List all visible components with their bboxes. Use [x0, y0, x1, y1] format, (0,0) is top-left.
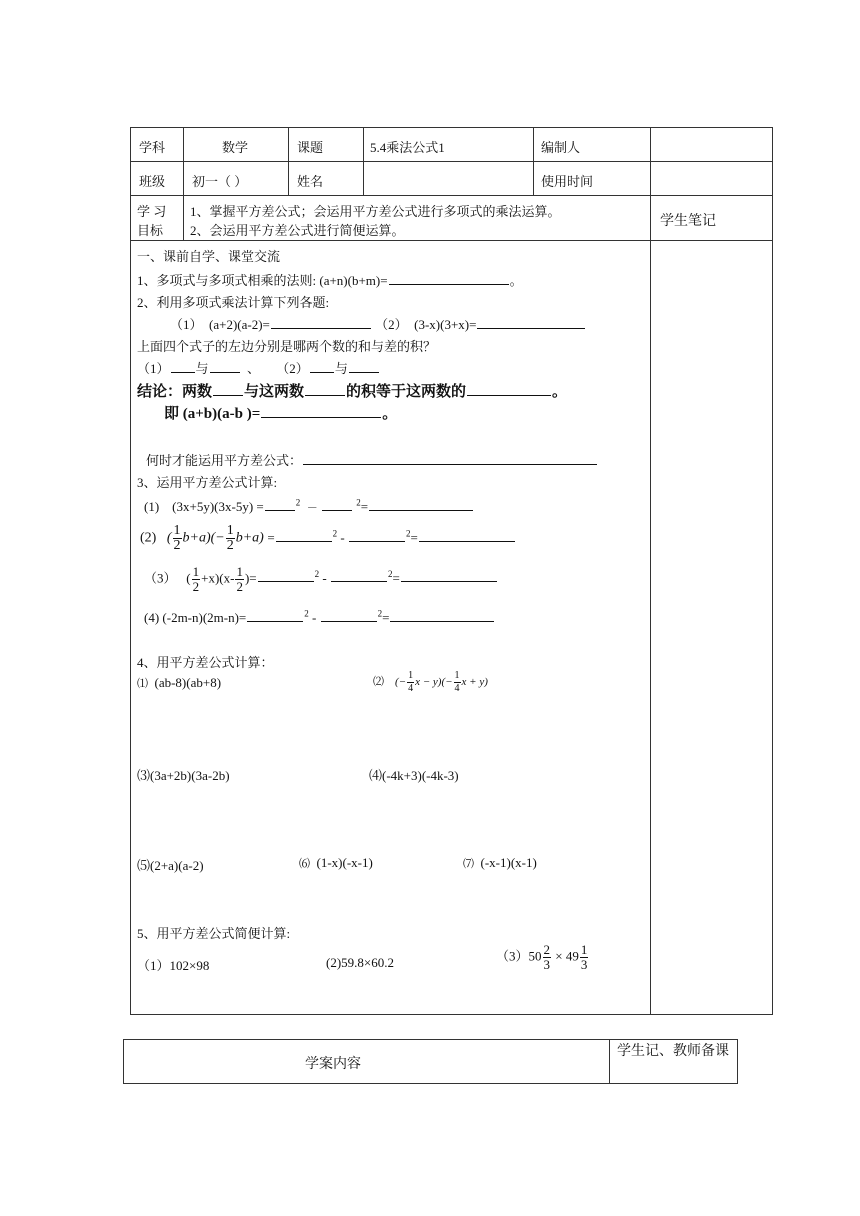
author-label: 编制人: [541, 140, 581, 155]
s4-item-3: ⑶(3a+2b)(3a-2b): [137, 768, 230, 783]
time-label: 使用时间: [541, 174, 594, 189]
section-3-title: 3、运用平方差公式计算:: [137, 475, 278, 490]
s4-item-7: ⑺ (-x-1)(x-1): [463, 855, 537, 870]
s4-item-6: ⑹ (1-x)(-x-1): [299, 855, 373, 870]
section-4-title: 4、用平方差公式计算：: [137, 655, 274, 670]
question-1: 1、多项式与多项式相乘的法则: (a+n)(b+m)= 。: [137, 270, 523, 289]
question-3-blanks: （1） 与 、 （2） 与: [137, 358, 380, 377]
question-2-title: 2、利用多项式乘法计算下列各题:: [137, 295, 330, 310]
s5-item-2: (2)59.8×60.2: [326, 955, 394, 970]
question-3: 上面四个式子的左边分别是哪两个数的和与差的积？: [137, 339, 437, 354]
formula: 即 (a+b)(a-b )= 。: [164, 402, 397, 423]
s5-item-1: （1）102×98: [137, 958, 210, 973]
notes-label: 学生笔记: [660, 214, 716, 229]
class-value: 初一（ ）: [192, 174, 248, 189]
s3-item-3: （3） ( $\frac{1}{2}$ +x)(x- $\frac{1}{2}$ )= $^2$ - $^2$=: [144, 565, 498, 594]
goal-1: 1、掌握平方差公式；会运用平方差公式进行多项式的乘法运算。: [190, 204, 561, 219]
s3-item-2: (2) ( $\frac{1}{2}$ b+a)(− $\frac{1}{2}$ b+a) = $^2$ - $^2$=: [140, 524, 516, 553]
goal-label-2: 目标: [137, 223, 164, 238]
s4-item-5: ⑸(2+a)(a-2): [137, 858, 204, 873]
goal-label-1: 学 习: [137, 204, 167, 219]
s4-item-4: ⑷(-4k+3)(-4k-3): [369, 768, 459, 783]
topic-label: 课题: [297, 140, 324, 155]
subject-value: 数学: [222, 140, 249, 155]
when-to-use: 何时才能运用平方差公式：: [146, 450, 598, 469]
topic-value: 5.4乘法公式1: [370, 140, 445, 155]
s5-item-3: （3）50 $\frac{2}{3}$ × 49 $\frac{1}{3}$: [496, 942, 588, 972]
class-label: 班级: [139, 174, 166, 189]
s4-item-2: ⑵ (− $\frac{1}{4}$ x − y)(− $\frac{1}{4}$ x + y): [373, 670, 488, 694]
footer-notes-label: 学生记、教师备课: [617, 1044, 729, 1059]
name-label: 姓名: [297, 174, 324, 189]
s4-item-1: ⑴ (ab-8)(ab+8): [137, 675, 222, 690]
s3-item-4: (4) (-2m-n)(2m-n)= $^2$ - $^2$=: [144, 607, 495, 626]
subject-label: 学科: [139, 140, 166, 155]
goal-2: 2、会运用平方差公式进行简便运算。: [190, 223, 405, 238]
section-5-title: 5、用平方差公式简便计算:: [137, 926, 291, 941]
footer-content-label: 学案内容: [305, 1057, 361, 1072]
conclusion: 结论：两数 与这两数 的积等于这两数的 。: [137, 380, 567, 401]
s3-item-1: (1) (3x+5y)(3x-5y) = $^2$ － $^2$=: [144, 496, 474, 515]
section-1-title: 一、课前自学、课堂交流: [137, 249, 281, 264]
question-2-items: （1） (a+2)(a-2)= （2） (3-x)(3+x)=: [170, 314, 586, 333]
